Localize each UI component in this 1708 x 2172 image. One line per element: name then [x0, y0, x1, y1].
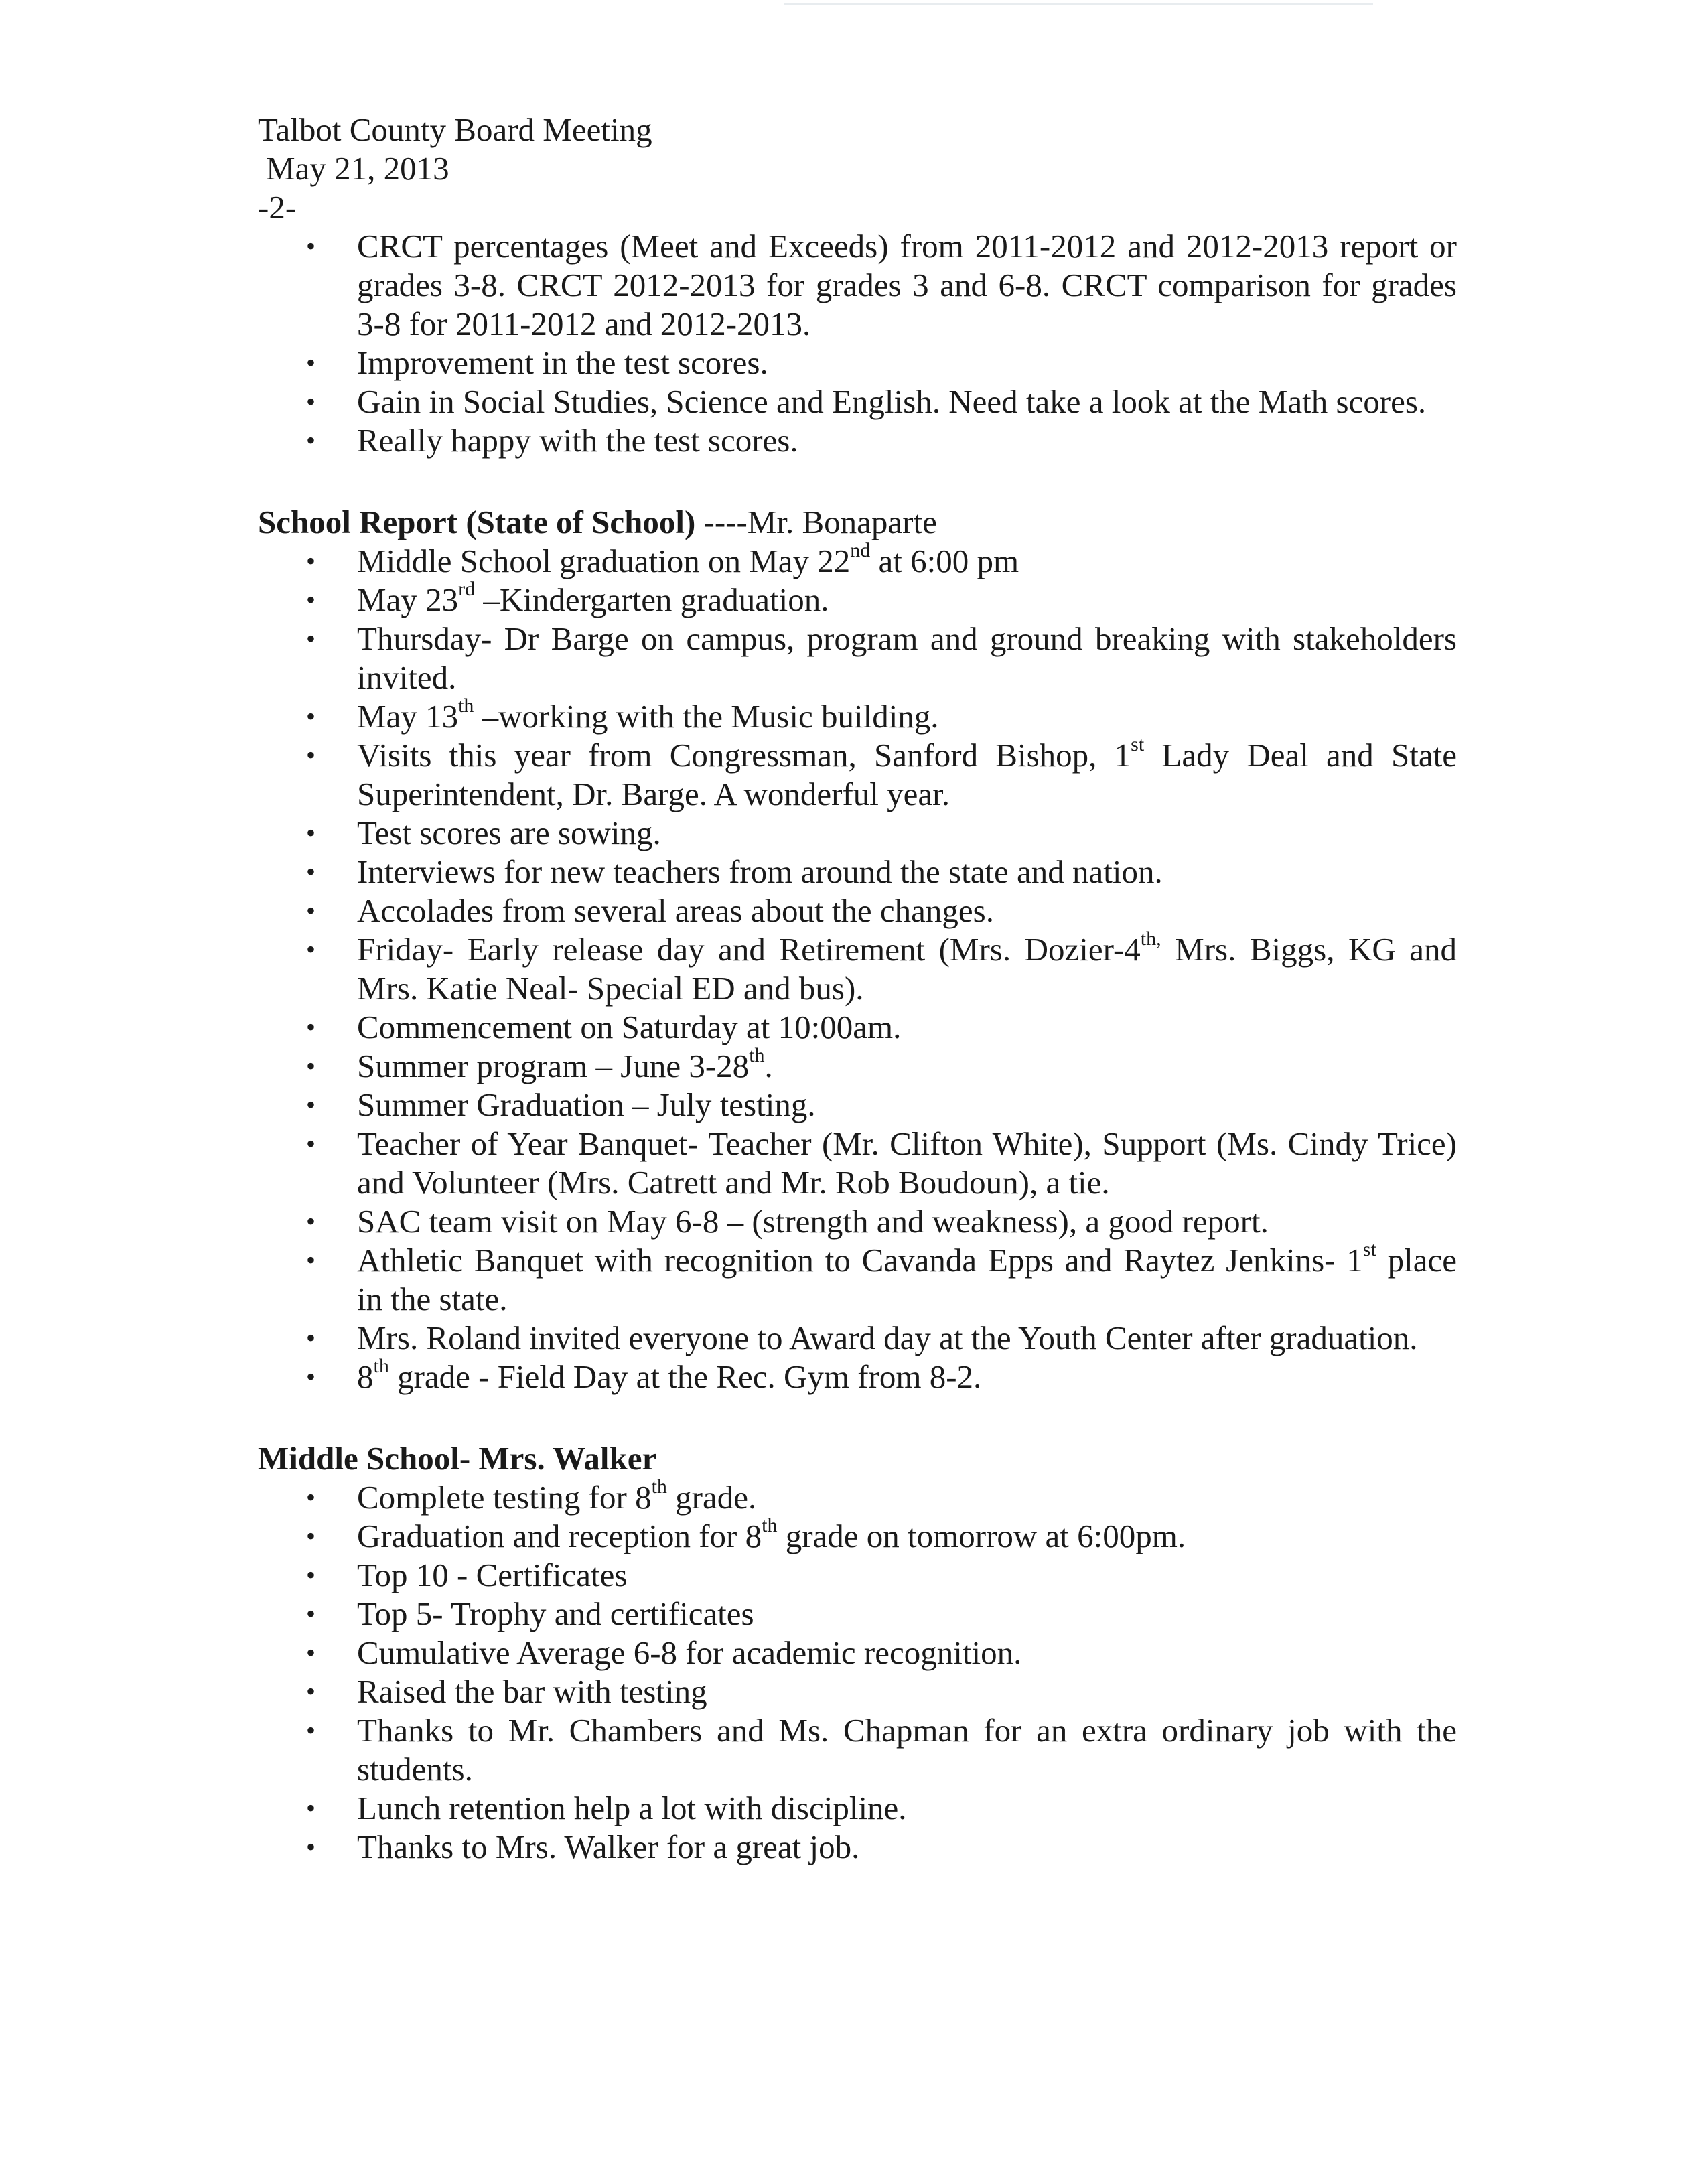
item-text: Mrs. Biggs, KG and Mrs. Katie Neal- Special ED and bus).: [357, 931, 1457, 1007]
item-text: SAC team visit on May 6-8 – (strength and weakness), a good report.: [357, 1203, 1269, 1240]
item-text: Top 10 - Certificates: [357, 1556, 628, 1593]
item-text: Visits this year from Congressman, Sanford Bishop, 1: [357, 737, 1131, 774]
ordinal-suffix: th: [458, 694, 474, 717]
list-item: • Really happy with the test scores.: [357, 421, 1457, 460]
item-text: grade on tomorrow at 6:00pm.: [777, 1518, 1186, 1554]
item-text: Thanks to Mr. Chambers and Ms. Chapman for an extra ordinary job with the students.: [357, 1712, 1457, 1788]
item-text: Top 5- Trophy and certificates: [357, 1595, 754, 1632]
item-text: grade - Field Day at the Rec. Gym from 8-2.: [388, 1358, 982, 1395]
item-text: Thanks to Mrs. Walker for a great job.: [357, 1828, 860, 1865]
item-text: Lunch retention help a lot with discipline.: [357, 1790, 907, 1826]
item-text: Graduation and reception for 8: [357, 1518, 762, 1554]
item-text: Thursday- Dr Barge on campus, program and ground breaking with stakeholders invited.: [357, 620, 1457, 696]
list-item: [357, 1238, 1457, 1319]
school-report-list: [258, 538, 1464, 1396]
list-item: [357, 1043, 1457, 1086]
meeting-date: May 21, 2013: [266, 150, 449, 187]
list-item: [357, 1319, 1457, 1358]
list-item: • Gain in Social Studies, Science and English. Need take a look at the Math scores.: [357, 382, 1457, 421]
ordinal-suffix: st: [1131, 733, 1145, 755]
item-text: 8: [357, 1358, 374, 1395]
item-text: Summer Graduation – July testing.: [357, 1086, 816, 1123]
item-text: Cumulative Average 6-8 for academic recognition.: [357, 1634, 1022, 1671]
item-text: May 13: [357, 698, 459, 735]
item-text: Teacher of Year Banquet- Teacher (Mr. Clifton White), Support (Ms. Cindy Trice) and Volunteer (Mrs. Catrett and Mr. Rob Boudoun), a tie.: [357, 1125, 1457, 1201]
ordinal-suffix: th: [651, 1475, 667, 1498]
list-item: [357, 694, 1457, 736]
item-text: –Kindergarten graduation.: [475, 581, 829, 618]
school-report-title: School Report (State of School): [258, 504, 696, 540]
list-item: [357, 891, 1457, 930]
scan-edge-mark: [784, 3, 1373, 5]
ordinal-suffix: st: [1362, 1238, 1376, 1260]
item-text: at 6:00 pm: [870, 542, 1019, 579]
item-text: Raised the bar with testing: [357, 1673, 707, 1710]
item-text: Athletic Banquet with recognition to Cavanda Epps and Raytez Jenkins- 1: [357, 1242, 1363, 1279]
item-text: Accolades from several areas about the changes.: [357, 892, 994, 929]
item-text: May 23: [357, 581, 459, 618]
item-text: Test scores are sowing.: [357, 814, 661, 851]
list-item: [357, 1672, 1457, 1711]
list-item: • Improvement in the test scores.: [357, 344, 1457, 382]
item-text: .: [764, 1047, 773, 1084]
list-item: [357, 1202, 1457, 1241]
ordinal-suffix: nd: [850, 538, 871, 561]
list-item: [357, 1828, 1457, 1867]
document-body: [258, 111, 1464, 1867]
item-text: Summer program – June 3-28: [357, 1047, 750, 1084]
list-item: [357, 577, 1457, 620]
list-item: [357, 1008, 1457, 1047]
ordinal-suffix: rd: [458, 577, 476, 600]
school-report-presenter: ----Mr. Bonaparte: [695, 504, 937, 540]
item-text: –working with the Music building.: [474, 698, 939, 735]
list-item: [357, 733, 1457, 814]
item-text: grade.: [666, 1479, 757, 1516]
middle-school-list: [258, 1475, 1464, 1867]
item-text: Commencement on Saturday at 10:00am.: [357, 1009, 902, 1045]
intro-list: [258, 227, 1464, 460]
list-item: [357, 1711, 1457, 1789]
ordinal-suffix: th: [373, 1354, 389, 1377]
item-text: Interviews for new teachers from around the state and nation.: [357, 853, 1163, 890]
list-item: [357, 814, 1457, 853]
middle-school-heading: [258, 1439, 1464, 1478]
list-item: [357, 853, 1457, 891]
list-item: [357, 1475, 1457, 1517]
list-item: [357, 1354, 1457, 1396]
list-item: [357, 1595, 1457, 1634]
item-text: Mrs. Roland invited everyone to Award day at the Youth Center after graduation.: [357, 1319, 1418, 1356]
item-text: Lady Deal and State Superintendent, Dr. Barge. A wonderful year.: [357, 737, 1457, 812]
item-text: Friday- Early release day and Retirement (Mrs. Dozier-4: [357, 931, 1141, 968]
item-text: place in the state.: [357, 1242, 1457, 1317]
list-item: • CRCT percentages (Meet and Exceeds) from 2011-2012 and 2012-2013 report or grades 3-8. CRCT 2012-2013 for grades 3 and 6-8. CRCT comparison for grades 3-8 for 2011-2012 and 2012-2013.: [357, 227, 1457, 344]
list-item: [357, 620, 1457, 697]
middle-school-title: Middle School- Mrs. Walker: [258, 1440, 657, 1477]
list-item: [357, 1514, 1457, 1556]
item-text: Middle School graduation on May 22: [357, 542, 851, 579]
school-report-heading: [258, 503, 1464, 542]
list-item: [357, 1556, 1457, 1595]
list-item: [357, 1634, 1457, 1672]
meeting-title: Talbot County Board Meeting: [258, 111, 652, 148]
list-item: [357, 927, 1457, 1008]
list-item: [357, 1086, 1457, 1125]
ordinal-suffix: th,: [1140, 927, 1161, 950]
ordinal-suffix: th: [749, 1043, 765, 1066]
list-item: [357, 1789, 1457, 1828]
ordinal-suffix: th: [762, 1514, 778, 1536]
page-number: -2-: [258, 189, 297, 226]
list-item: [357, 1125, 1457, 1202]
item-text: Complete testing for 8: [357, 1479, 652, 1516]
list-item: [357, 538, 1457, 581]
